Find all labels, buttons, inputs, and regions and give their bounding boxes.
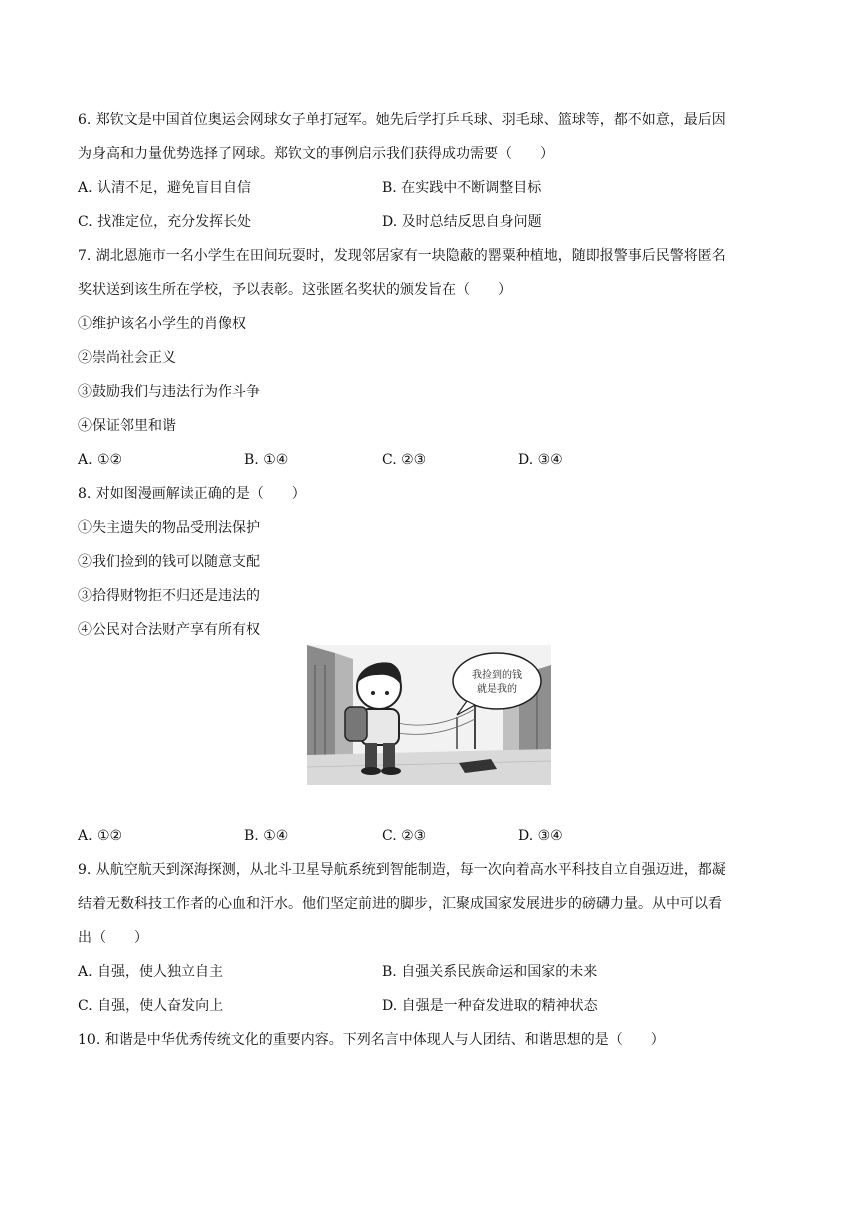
q6-option-c: C. 找准定位，充分发挥长处 [78, 214, 252, 230]
q7-stem-line2: 奖状送到该生所在学校，予以表彰。这张匿名奖状的颁发旨在（ ） [78, 282, 512, 298]
q8-option-b: B. ①④ [244, 828, 289, 844]
q9-option-c: C. 自强，使人奋发向上 [78, 998, 224, 1014]
q8-statement-2: ②我们捡到的钱可以随意支配 [78, 554, 260, 570]
q8-statement-1: ①失主遗失的物品受刑法保护 [78, 520, 260, 536]
q8-statement-3: ③拾得财物拒不归还是违法的 [78, 588, 260, 604]
q7-statement-4: ④保证邻里和谐 [78, 418, 176, 434]
q9-option-b: B. 自强关系民族命运和国家的未来 [382, 964, 598, 980]
q7-option-a: A. ①② [78, 452, 123, 468]
q8-statement-4: ④公民对合法财产享有所有权 [78, 622, 260, 638]
q7-statement-2: ②崇尚社会正义 [78, 350, 176, 366]
cartoon-illustration [307, 645, 551, 785]
cartoon-bubble-line2: 就是我的 [477, 684, 517, 695]
q9-stem-line1: 9. 从航空航天到深海探测，从北斗卫星导航系统到智能制造，每一次向着高水平科技自立自强迈进，都凝 [78, 862, 726, 878]
q8-option-a: A. ①② [78, 828, 123, 844]
q8-option-c: C. ②③ [382, 828, 427, 844]
q6-option-a: A. 认清不足，避免盲目自信 [78, 180, 252, 196]
q7-option-b: B. ①④ [244, 452, 289, 468]
q7-option-d: D. ③④ [518, 452, 563, 468]
q8-stem: 8. 对如图漫画解读正确的是（ ） [78, 486, 306, 502]
q9-stem-line2: 结着无数科技工作者的心血和汗水。他们坚定前进的脚步，汇聚成国家发展进步的磅礴力量。从中可以看 [78, 896, 722, 912]
q6-stem-line2: 为身高和力量优势选择了网球。郑钦文的事例启示我们获得成功需要（ ） [78, 146, 554, 162]
q7-statement-1: ①维护该名小学生的肖像权 [78, 316, 246, 332]
q9-stem-line3: 出（ ） [78, 930, 148, 946]
q10-stem: 10. 和谐是中华优秀传统文化的重要内容。下列名言中体现人与人团结、和谐思想的是（ ） [78, 1032, 665, 1048]
q9-option-d: D. 自强是一种奋发进取的精神状态 [382, 998, 598, 1014]
q8-option-d: D. ③④ [518, 828, 563, 844]
q6-option-d: D. 及时总结反思自身问题 [382, 214, 542, 230]
q7-option-c: C. ②③ [382, 452, 427, 468]
q9-option-a: A. 自强，使人独立自主 [78, 964, 224, 980]
q7-stem-line1: 7. 湖北恩施市一名小学生在田间玩耍时，发现邻居家有一块隐蔽的罂粟种植地，随即报警事后民警将匿名 [78, 248, 726, 264]
q6-stem-line1: 6. 郑钦文是中国首位奥运会网球女子单打冠军。她先后学打乒乓球、羽毛球、篮球等，都不如意，最后因 [78, 112, 726, 128]
cartoon-bubble-line1: 我捡到的钱 [472, 670, 522, 681]
q6-option-b: B. 在实践中不断调整目标 [382, 180, 542, 196]
q7-statement-3: ③鼓励我们与违法行为作斗争 [78, 384, 260, 400]
